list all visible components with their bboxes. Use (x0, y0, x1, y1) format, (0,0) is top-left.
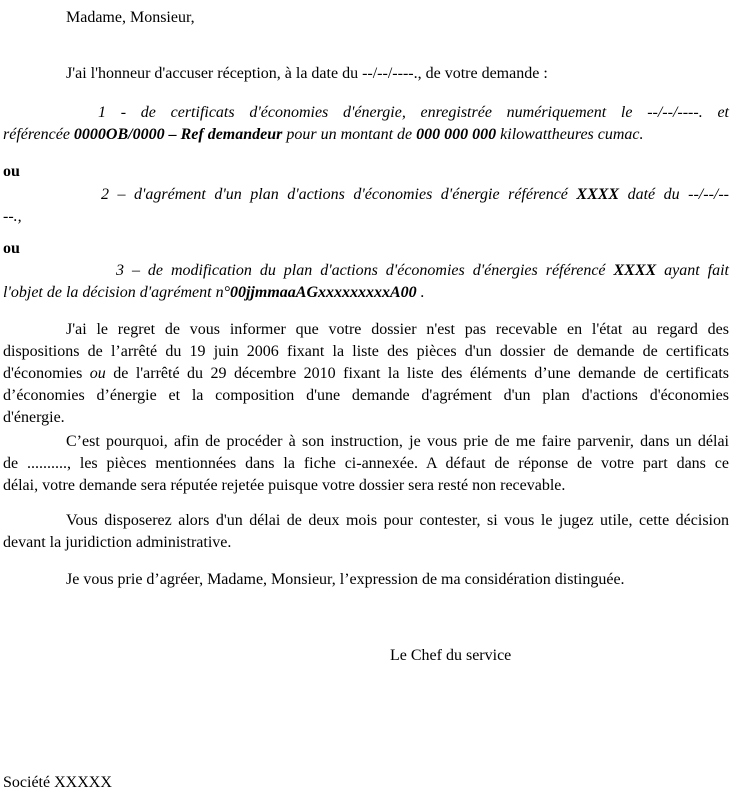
paragraph-contestation-line-1 (3, 510, 729, 532)
text-run: délai, votre demande sera réputée rejetée puisque votre dossier sera resté non recevable. (3, 477, 566, 494)
text-run: Madame, Monsieur, (66, 9, 195, 26)
text-run: ayant fait (656, 262, 729, 279)
ou-separator-2 (3, 238, 729, 260)
intro-paragraph-line-1 (3, 63, 729, 85)
paragraph-regret-line-2 (3, 341, 729, 363)
text-run: kilowattheures cumac. (496, 126, 644, 143)
text-run: C’est pourquoi, afin de procéder à son instruction, je vous prie de me faire parvenir, dans un délai (66, 433, 729, 450)
text-run: daté du --/--/-- (619, 186, 729, 203)
text-run: Société XXXXX (3, 774, 112, 791)
text-run: ou (89, 365, 106, 382)
ou-separator-2-line-1 (3, 238, 729, 260)
text-run: d'économies (3, 365, 90, 382)
closing-formula-line-1 (3, 569, 729, 591)
salutation-line-1 (3, 7, 729, 29)
company-name (3, 772, 729, 794)
text-run: XXXX (576, 186, 620, 203)
intro-paragraph (3, 63, 729, 85)
text-run: ou (3, 163, 20, 180)
paragraph-regret-line-3 (3, 363, 729, 385)
paragraph-instruction-line-1 (3, 431, 729, 453)
text-run: pour un montant de (282, 126, 417, 143)
text-run: l'objet de la décision d'agrément n° (3, 284, 230, 301)
item-3-line-1 (3, 260, 729, 282)
text-run: Vous disposerez alors d'un délai de deux mois pour contester, si vous le jugez utile, cette décision (66, 512, 729, 529)
text-run: J'ai le regret de vous informer que votre dossier n'est pas recevable en l'état au regard des (66, 321, 729, 338)
paragraph-instruction-line-3 (3, 475, 729, 497)
item-2-line-2 (3, 206, 729, 228)
text-run: dispositions de l’arrêté du 19 juin 2006 fixant la liste des pièces d'un dossier de demande de certificats (3, 343, 729, 360)
salutation (3, 7, 729, 29)
text-run: J'ai l'honneur d'accuser réception, à la date du --/--/----., de votre demande : (66, 65, 548, 82)
text-run: de .........., les pièces mentionnées dans la fiche ci-annexée. A défaut de réponse de votre part dans ce (3, 455, 729, 472)
text-run: 3 – de modification du plan d'actions d'économies d'énergies référencé (116, 262, 614, 279)
item-1 (3, 102, 729, 146)
signature-title (3, 645, 729, 667)
item-1-line-1 (3, 102, 729, 124)
text-run: d'énergie. (3, 409, 65, 426)
text-run: ou (3, 240, 20, 257)
text-run: 000 000 000 (416, 126, 497, 143)
paragraph-contestation (3, 510, 729, 554)
text-run: d’économies d’énergie et la composition d'une demande d'agrément d'un plan d'actions d'économies (3, 387, 729, 404)
text-run: de l'arrêté du 29 décembre 2010 fixant la liste des éléments d’une demande de certificats (105, 365, 729, 382)
text-run: 00jjmmaaAGxxxxxxxxxA00 (229, 284, 417, 301)
text-run: devant la juridiction administrative. (3, 534, 232, 551)
ou-separator-1 (3, 161, 729, 183)
text-run: référencée (3, 126, 74, 143)
text-run: --., (3, 208, 22, 225)
text-run: 2 – d'agrément d'un plan d'actions d'économies d'énergie référencé (101, 186, 577, 203)
text-run: . (416, 284, 425, 301)
item-2-line-1 (3, 184, 729, 206)
item-2 (3, 184, 729, 228)
signature-title-line-1 (3, 645, 729, 667)
text-run: Le Chef du service (390, 647, 512, 664)
closing-formula (3, 569, 729, 591)
paragraph-regret-line-5 (3, 407, 729, 429)
paragraph-instruction-line-2 (3, 453, 729, 475)
company-name-line-1 (3, 772, 729, 794)
paragraph-regret-line-1 (3, 319, 729, 341)
text-run: 1 - de certificats d'économies d'énergie, enregistrée numériquement le --/--/----. et (98, 104, 729, 121)
paragraph-instruction (3, 431, 729, 497)
item-1-line-2 (3, 124, 729, 146)
text-run: XXXX (613, 262, 657, 279)
ou-separator-1-line-1 (3, 161, 729, 183)
text-run: 0000OB/0000 – Ref demandeur (73, 126, 283, 143)
paragraph-regret (3, 319, 729, 429)
paragraph-regret-line-4 (3, 385, 729, 407)
text-run: Je vous prie d’agréer, Madame, Monsieur, l’expression de ma considération distinguée. (66, 571, 625, 588)
item-3 (3, 260, 729, 304)
paragraph-contestation-line-2 (3, 532, 729, 554)
item-3-line-2 (3, 282, 729, 304)
